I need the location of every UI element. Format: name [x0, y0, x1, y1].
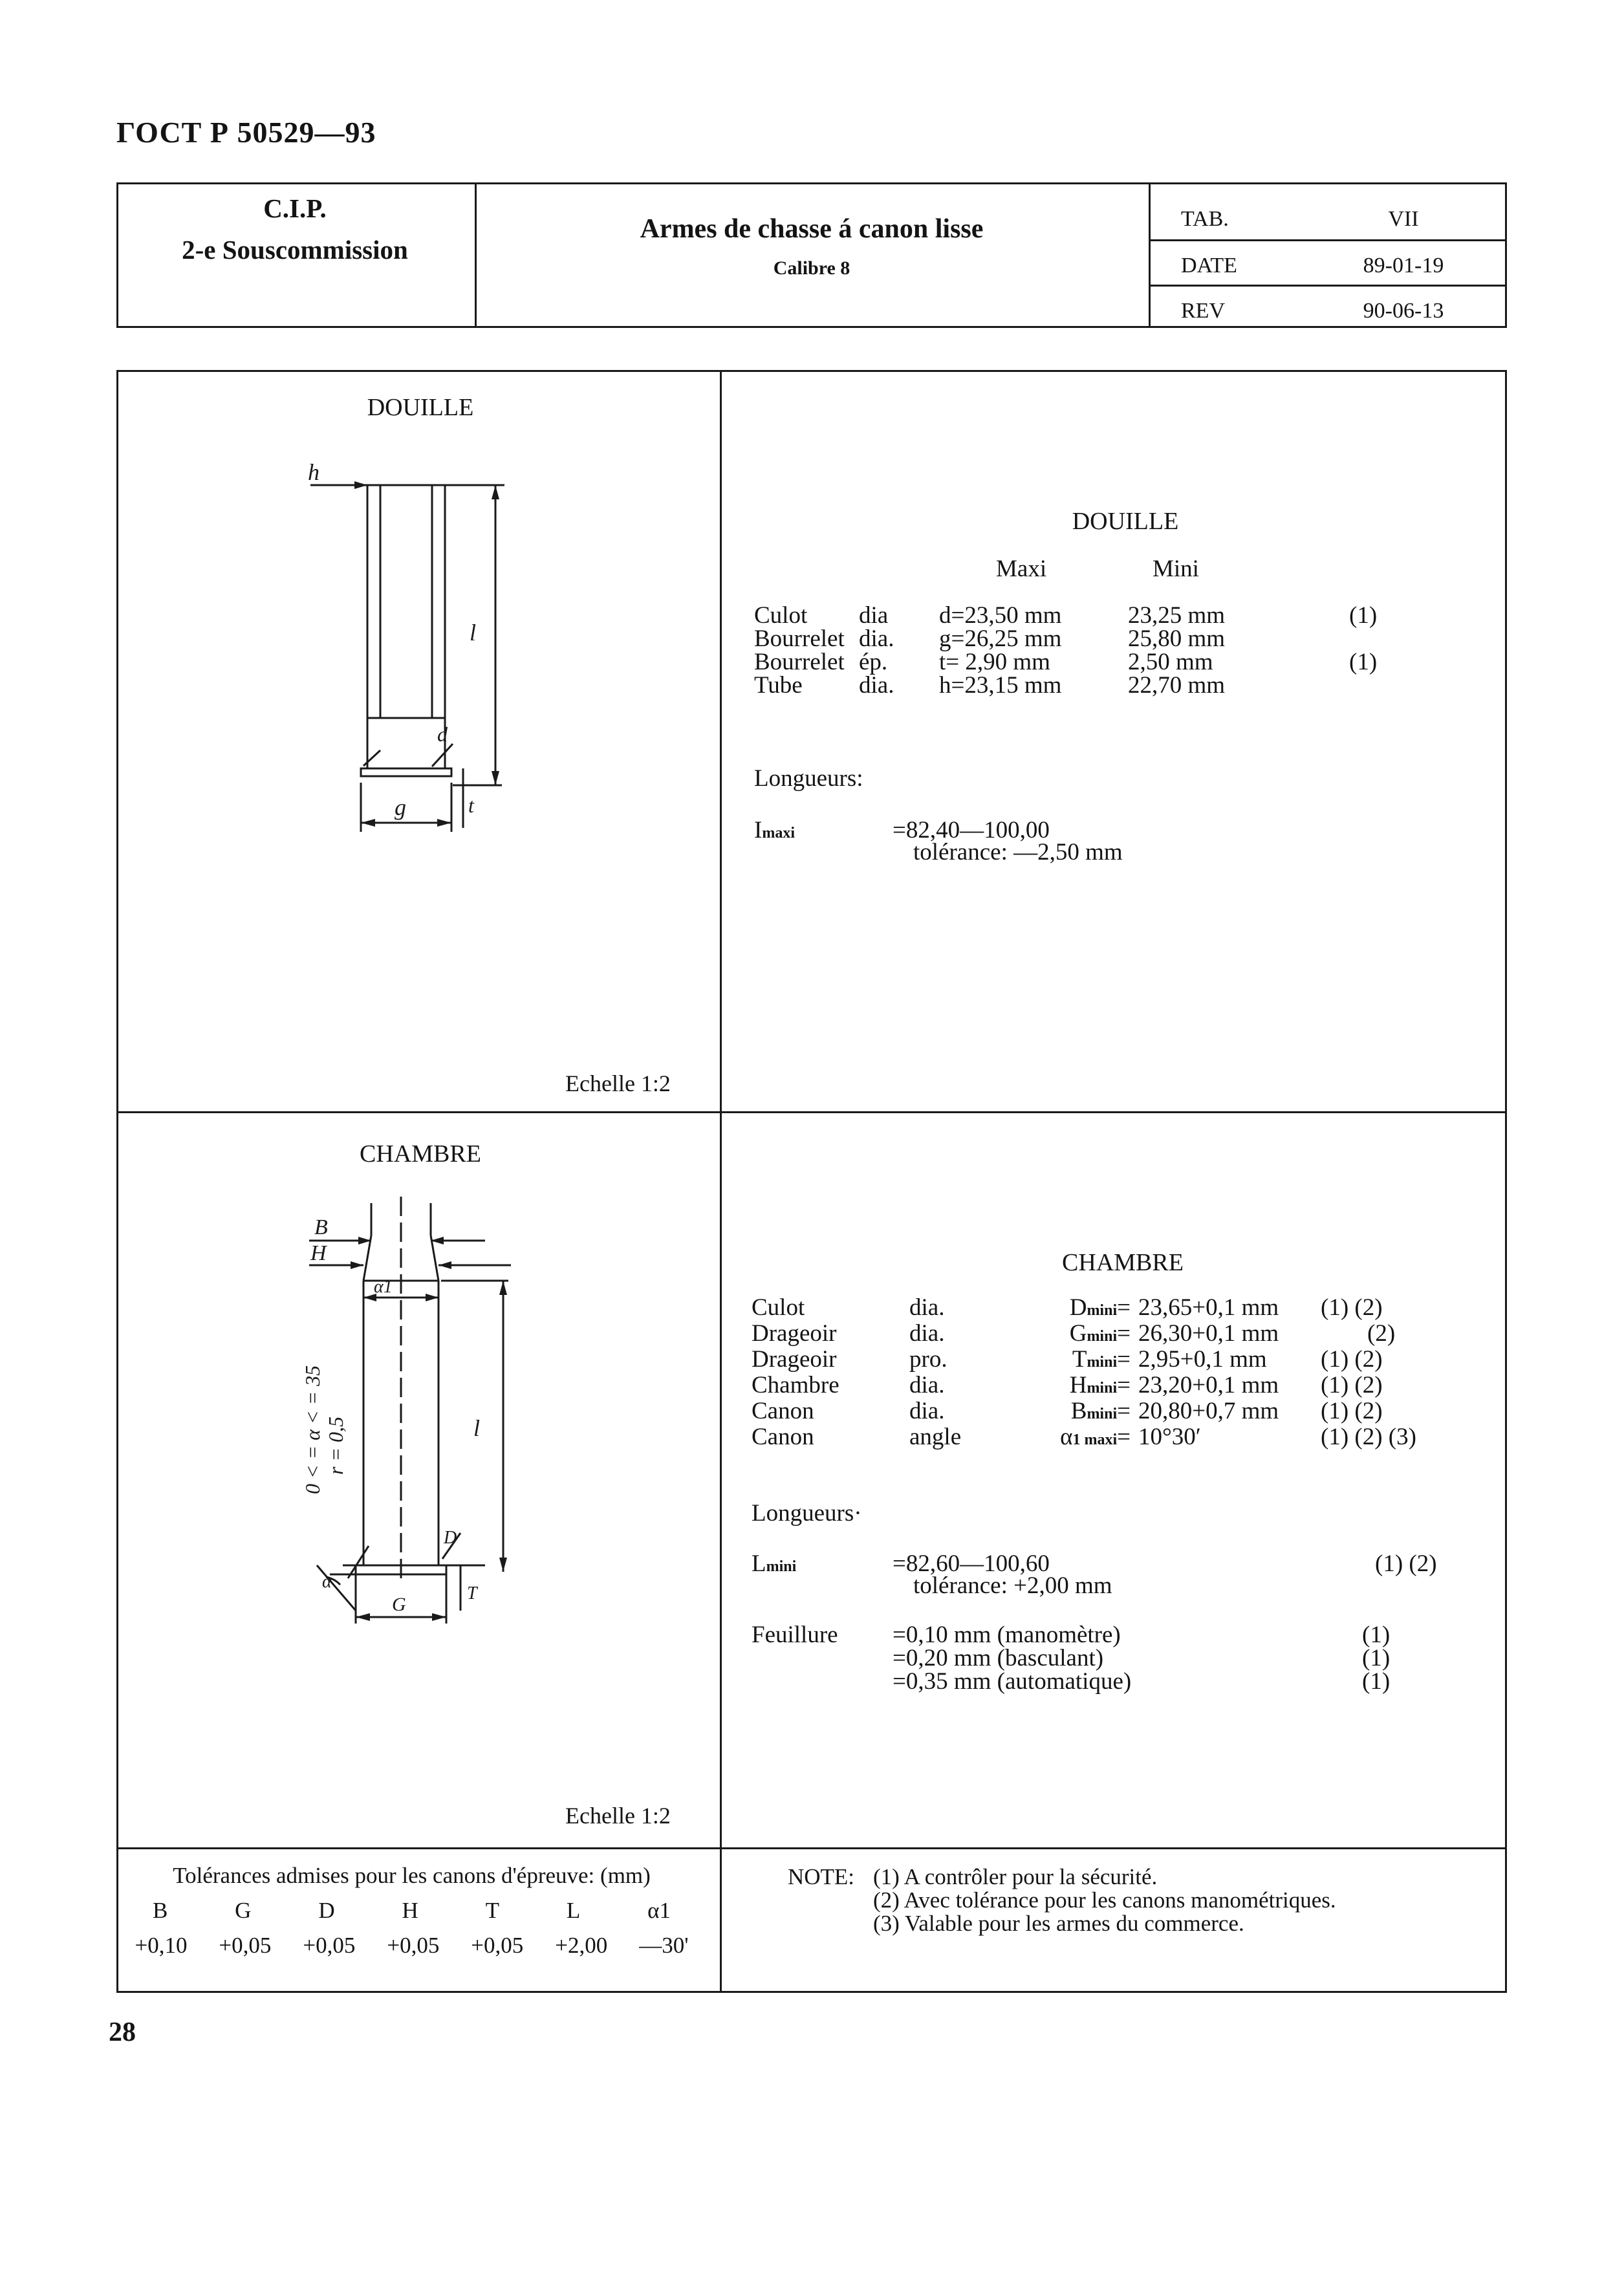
table-row	[752, 1296, 1424, 1322]
table-row	[754, 651, 1385, 674]
length-subscript: mini	[766, 1558, 797, 1575]
spec-notes: (1) (2)	[1321, 1294, 1383, 1321]
spec-note: (1)	[1349, 602, 1378, 629]
section-divider-2	[116, 1847, 1507, 1849]
note-item: (2) Avec tolérance pour les canons manométriques.	[873, 1887, 1336, 1913]
spec-symbol: Dmini=	[1069, 1294, 1131, 1321]
douille-length-value: =82,40—100,00	[893, 817, 1050, 843]
chambre-drawing	[291, 1197, 563, 1649]
tolerance-block	[119, 1863, 704, 1959]
feuillure-note: (1)	[1362, 1668, 1391, 1695]
meta-date-label: DATE	[1181, 254, 1237, 277]
douille-spec-title: DOUILLE	[1072, 508, 1179, 535]
douille-label-t: t	[468, 794, 474, 817]
feuillure-label: Feuillure	[752, 1622, 838, 1648]
tolerance-headers	[119, 1898, 704, 1924]
header-bottom-rule	[116, 326, 1507, 328]
notes-label: NOTE:	[788, 1864, 855, 1889]
douille-label-g: g	[395, 794, 406, 820]
tolerance-header: G	[235, 1898, 252, 1923]
spec-notes: (1) (2) (3)	[1321, 1424, 1416, 1450]
tolerance-title: Tolérances admises pour les canons d'épreuve: (mm)	[173, 1863, 651, 1888]
douille-drawing	[285, 446, 543, 847]
tolerance-value: +0,05	[471, 1933, 524, 1958]
douille-length-tolerance: tolérance: —2,50 mm	[913, 839, 1123, 865]
douille-lengths-label: Longueurs:	[754, 765, 863, 792]
spec-symbol: Bmini=	[1070, 1398, 1131, 1424]
douille-col-maxi: Maxi	[996, 556, 1047, 582]
meta-rule-1	[1149, 239, 1505, 241]
chambre-scale: Echelle 1:2	[565, 1803, 671, 1829]
douille-length-symbol	[754, 819, 795, 845]
spec-symbol: Hmini=	[1069, 1372, 1131, 1398]
feuillure-value: =0,20 mm (basculant)	[893, 1645, 1104, 1671]
spec-notes: (1) (2)	[1321, 1398, 1383, 1424]
douille-drawing-title: DOUILLE	[367, 394, 474, 421]
meta-rule-2	[1149, 285, 1505, 287]
spec-value: 23,20+0,1 mm	[1138, 1372, 1279, 1398]
spec-maxi: d=23,50 mm	[939, 602, 1062, 629]
spec-notes: (1) (2)	[1321, 1372, 1383, 1398]
spec-mini: 23,25 mm	[1128, 602, 1226, 629]
header-divider-1	[475, 182, 477, 326]
tolerance-header: T	[485, 1898, 500, 1923]
tolerance-value: +0,05	[303, 1933, 356, 1958]
length-subscript: maxi	[762, 825, 795, 842]
chambre-label-t: T	[467, 1583, 477, 1603]
document-title: Armes de chasse á canon lisse	[640, 214, 984, 244]
spec-part: Drageoir	[752, 1346, 837, 1373]
main-right-border	[1505, 370, 1507, 1992]
table-row	[754, 604, 1385, 627]
spec-kind: dia.	[909, 1320, 945, 1347]
spec-kind: dia.	[909, 1294, 945, 1321]
meta-rev-value: 90-06-13	[1363, 299, 1444, 323]
length-symbol: L	[752, 1550, 766, 1577]
spec-mini: 25,80 mm	[1128, 625, 1226, 652]
tolerance-header: H	[402, 1898, 418, 1923]
spec-value: 23,65+0,1 mm	[1138, 1294, 1279, 1321]
note-item: (1) A contrôler pour la sécurité.	[873, 1864, 1158, 1889]
tolerance-value: —30'	[639, 1933, 689, 1958]
spec-value: 10°30′	[1138, 1424, 1201, 1450]
chambre-length-tolerance: tolérance: +2,00 mm	[913, 1572, 1112, 1599]
chambre-label-alpha: α	[322, 1572, 332, 1592]
spec-notes: (2)	[1367, 1320, 1396, 1347]
table-row	[754, 674, 1385, 697]
table-row	[754, 627, 1385, 651]
spec-part: Culot	[754, 602, 808, 629]
spec-symbol: α1 maxi=	[1060, 1424, 1131, 1450]
spec-value: 2,95+0,1 mm	[1138, 1346, 1267, 1373]
chambre-label-b: B	[314, 1215, 328, 1239]
note-item: (3) Valable pour les armes du commerce.	[873, 1911, 1244, 1936]
douille-rim	[361, 768, 451, 776]
subcommission: 2-e Souscommission	[182, 235, 408, 265]
table-row	[752, 1426, 1424, 1451]
spec-maxi: g=26,25 mm	[939, 625, 1062, 652]
spec-note: (1)	[1349, 649, 1378, 675]
tolerance-header: L	[566, 1898, 581, 1923]
spec-notes: (1) (2)	[1321, 1346, 1383, 1373]
notes-block	[788, 1865, 1336, 1935]
chambre-length-notes: (1) (2)	[1375, 1550, 1437, 1577]
table-row	[752, 1374, 1424, 1400]
chambre-label-l: l	[473, 1415, 481, 1441]
douille-label-l: l	[470, 620, 477, 646]
chambre-label-angle-range: 0 < = α < = 35	[301, 1365, 324, 1494]
tolerance-header: D	[318, 1898, 335, 1923]
spec-kind: dia.	[909, 1372, 945, 1398]
tolerance-value: +0,05	[387, 1933, 440, 1958]
feuillure-note: (1)	[1362, 1622, 1391, 1648]
spec-note	[1349, 674, 1385, 697]
tolerance-value: +2,00	[555, 1933, 608, 1958]
douille-col-mini: Mini	[1153, 556, 1199, 582]
spec-kind: angle	[909, 1424, 962, 1450]
chambre-label-h: H	[310, 1241, 327, 1265]
douille-label-h: h	[308, 459, 319, 485]
douille-label-d: d	[437, 723, 448, 746]
meta-rev-label: REV	[1181, 299, 1225, 323]
spec-symbol: Gmini=	[1069, 1320, 1131, 1347]
header-right-border	[1505, 182, 1507, 326]
spec-part: Bourrelet	[754, 649, 845, 675]
chambre-spec-table	[752, 1296, 1424, 1451]
spec-part: Canon	[752, 1424, 814, 1450]
header-divider-2	[1149, 182, 1151, 326]
table-row	[752, 1322, 1424, 1348]
table-row	[752, 1348, 1424, 1374]
spec-value: 26,30+0,1 mm	[1138, 1320, 1279, 1347]
spec-note	[1349, 627, 1385, 651]
spec-part: Tube	[754, 672, 803, 699]
tolerance-value: +0,10	[135, 1933, 188, 1958]
spec-kind: ép.	[859, 649, 888, 675]
spec-kind: dia.	[859, 625, 894, 652]
chambre-spec-title: CHAMBRE	[1062, 1249, 1184, 1276]
douille-spec-table	[754, 604, 1385, 697]
meta-tab-value: VII	[1388, 207, 1419, 231]
tolerance-value: +0,05	[219, 1933, 272, 1958]
chambre-lengths-label: Longueurs·	[752, 1500, 862, 1527]
caliber-label: Calibre 8	[773, 257, 850, 279]
table-row	[752, 1400, 1424, 1426]
chambre-length-value: =82,60—100,60	[893, 1550, 1050, 1577]
spec-part: Culot	[752, 1294, 805, 1321]
chambre-length-symbol	[752, 1552, 796, 1578]
main-center-divider	[720, 370, 722, 1992]
spec-maxi: h=23,15 mm	[939, 672, 1062, 699]
tolerance-header: α1	[647, 1898, 671, 1923]
chambre-label-radius: r = 0,5	[324, 1416, 347, 1475]
chambre-label-g: G	[392, 1594, 406, 1615]
chambre-label-d: D	[444, 1528, 457, 1548]
document-code: ГОСТ Р 50529—93	[116, 116, 376, 149]
spec-value: 20,80+0,7 mm	[1138, 1398, 1279, 1424]
main-bottom-rule	[116, 1991, 1507, 1993]
feuillure-note: (1)	[1362, 1645, 1391, 1671]
length-symbol: I	[754, 817, 763, 843]
spec-symbol: Tmini=	[1072, 1346, 1131, 1373]
spec-mini: 2,50 mm	[1128, 649, 1213, 675]
spec-part: Drageoir	[752, 1320, 837, 1347]
header-organization	[116, 188, 473, 270]
chambre-label-alpha1: α1	[374, 1277, 393, 1297]
spec-kind: dia	[859, 602, 889, 629]
header-top-rule	[116, 182, 1507, 184]
spec-mini: 22,70 mm	[1128, 672, 1226, 699]
chambre-drawing-title: CHAMBRE	[360, 1140, 481, 1168]
main-top-rule	[116, 370, 1507, 372]
tolerance-values	[119, 1933, 704, 1959]
feuillure-value: =0,35 mm (automatique)	[893, 1668, 1132, 1695]
meta-date-value: 89-01-19	[1363, 254, 1444, 277]
spec-kind: dia.	[909, 1398, 945, 1424]
main-left-border	[116, 370, 118, 1992]
section-divider-1	[116, 1111, 1507, 1113]
tolerance-header: B	[152, 1898, 168, 1923]
header-title-block	[479, 213, 1145, 279]
spec-part: Bourrelet	[754, 625, 845, 652]
spec-part: Chambre	[752, 1372, 839, 1398]
feuillure-value: =0,10 mm (manomètre)	[893, 1622, 1121, 1648]
spec-kind: dia.	[859, 672, 894, 699]
spec-maxi: t= 2,90 mm	[939, 649, 1050, 675]
meta-tab-label: TAB.	[1181, 207, 1229, 231]
spec-part: Canon	[752, 1398, 814, 1424]
spec-kind: pro.	[909, 1346, 947, 1373]
page-number: 28	[109, 2017, 136, 2047]
douille-scale: Echelle 1:2	[565, 1070, 671, 1096]
org-name: C.I.P.	[263, 193, 327, 223]
